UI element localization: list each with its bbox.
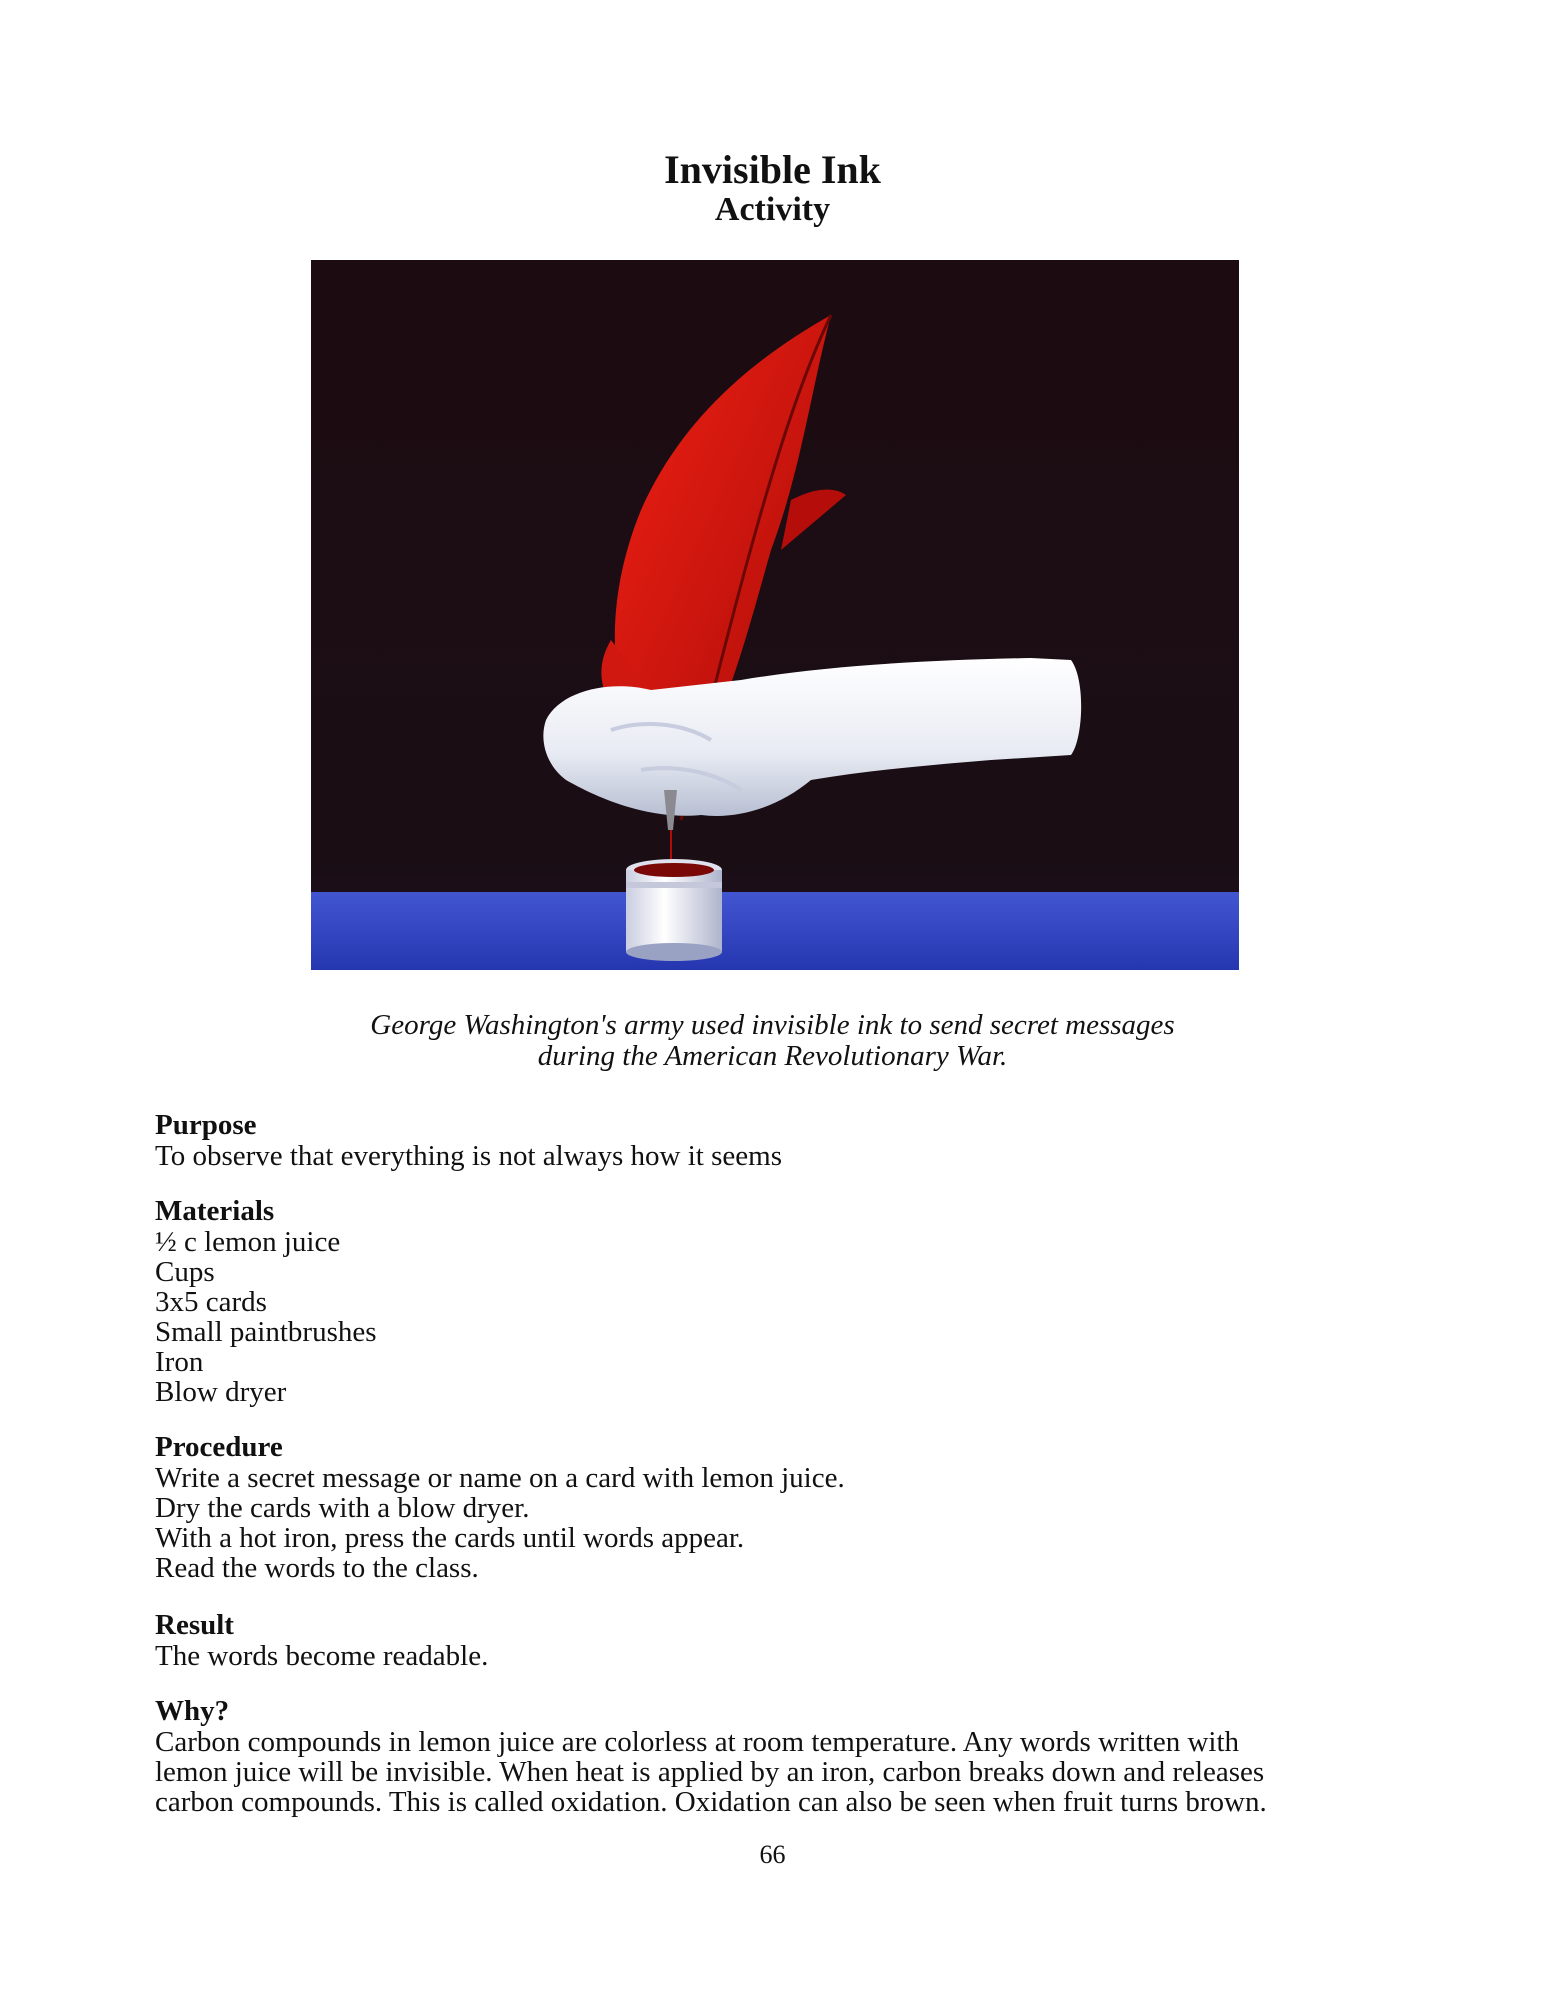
materials-list xyxy=(155,1227,1415,1407)
procedure-heading: Procedure xyxy=(155,1431,283,1463)
caption-line: George Washington's army used invisible ink to send secret messages xyxy=(370,1009,1175,1041)
purpose-section xyxy=(155,1110,1415,1171)
page-subtitle: Activity xyxy=(714,191,831,228)
page-number: 66 xyxy=(759,1840,786,1869)
purpose-heading: Purpose xyxy=(155,1109,257,1141)
why-text-line: Carbon compounds in lemon juice are colorless at room temperature. Any words written with xyxy=(155,1726,1240,1758)
list-item: Small paintbrushes xyxy=(155,1316,377,1348)
materials-section xyxy=(155,1196,1415,1407)
result-text: The words become readable. xyxy=(155,1640,489,1672)
quill-pen-and-ink-pot-photo xyxy=(311,260,1239,970)
procedure-section xyxy=(155,1432,1415,1583)
list-item: 3x5 cards xyxy=(155,1286,267,1318)
materials-heading: Materials xyxy=(155,1195,275,1227)
list-item: Cups xyxy=(155,1256,215,1288)
result-section xyxy=(155,1610,1415,1671)
why-text-line: carbon compounds. This is called oxidation. Oxidation can also be seen when fruit turns brown. xyxy=(155,1786,1267,1818)
page-title: Invisible Ink xyxy=(664,147,881,192)
photo-caption xyxy=(0,1010,1545,1072)
caption-line: during the American Revolutionary War. xyxy=(537,1040,1008,1072)
list-item: Read the words to the class. xyxy=(155,1552,479,1584)
list-item: With a hot iron, press the cards until words appear. xyxy=(155,1522,745,1554)
why-text-line: lemon juice will be invisible. When heat is applied by an iron, carbon breaks down and releases xyxy=(155,1756,1265,1788)
list-item: ½ c lemon juice xyxy=(155,1226,341,1258)
why-heading: Why? xyxy=(155,1695,230,1727)
list-item: Iron xyxy=(155,1346,204,1378)
procedure-list xyxy=(155,1463,1415,1583)
list-item: Dry the cards with a blow dryer. xyxy=(155,1492,530,1524)
why-section xyxy=(155,1696,1415,1817)
list-item: Blow dryer xyxy=(155,1376,287,1408)
list-item: Write a secret message or name on a card with lemon juice. xyxy=(155,1462,845,1494)
result-heading: Result xyxy=(155,1609,234,1641)
purpose-text: To observe that everything is not always how it seems xyxy=(155,1140,782,1172)
